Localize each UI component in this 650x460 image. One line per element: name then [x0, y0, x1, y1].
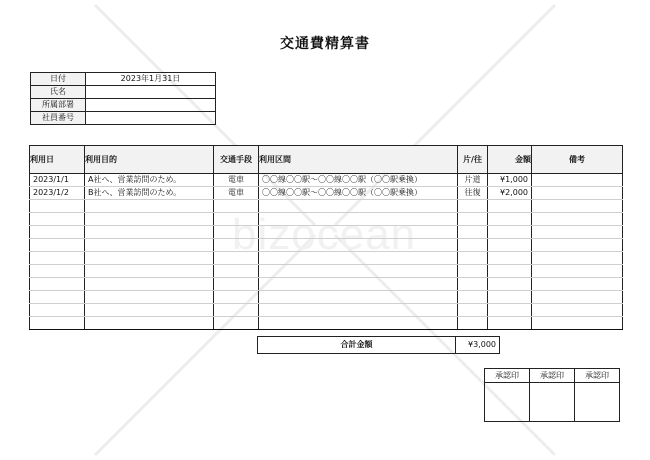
cell-note[interactable] [532, 252, 623, 265]
cell-purpose[interactable]: B社へ、営業訪問のため。 [85, 187, 214, 200]
table-row [30, 278, 623, 291]
cell-means[interactable] [214, 252, 259, 265]
cell-amount[interactable]: ¥2,000 [488, 187, 532, 200]
cell-amount[interactable] [488, 304, 532, 317]
table-row [30, 239, 623, 252]
cell-amount[interactable] [488, 226, 532, 239]
info-value[interactable] [86, 86, 216, 99]
cell-section[interactable] [259, 252, 458, 265]
cell-amount[interactable]: ¥1,000 [488, 174, 532, 187]
cell-means[interactable] [214, 278, 259, 291]
info-label: 日付 [31, 73, 86, 86]
table-row [30, 304, 623, 317]
info-row-department [31, 99, 216, 112]
cell-direction[interactable] [458, 239, 488, 252]
header-amount: 金額 [488, 146, 532, 174]
table-row [30, 200, 623, 213]
cell-means[interactable]: 電車 [214, 187, 259, 200]
cell-means[interactable] [214, 317, 259, 330]
cell-means[interactable] [214, 304, 259, 317]
approval-stamp-row [485, 383, 620, 422]
header-direction: 片/往 [458, 146, 488, 174]
cell-means[interactable] [214, 213, 259, 226]
cell-section[interactable] [259, 213, 458, 226]
header-date: 利用日 [30, 146, 85, 174]
table-row [30, 187, 623, 200]
header-purpose: 利用目的 [85, 146, 214, 174]
cell-section[interactable] [259, 291, 458, 304]
cell-section[interactable] [259, 304, 458, 317]
cell-amount[interactable] [488, 265, 532, 278]
cell-section[interactable] [259, 265, 458, 278]
cell-purpose[interactable] [85, 213, 214, 226]
applicant-info-table [30, 72, 216, 125]
table-row [30, 291, 623, 304]
info-label: 所属部署 [31, 99, 86, 112]
cell-means[interactable]: 電車 [214, 174, 259, 187]
approval-stamp-box[interactable] [575, 383, 620, 422]
cell-note[interactable] [532, 213, 623, 226]
cell-direction[interactable] [458, 304, 488, 317]
cell-direction[interactable] [458, 265, 488, 278]
cell-means[interactable] [214, 200, 259, 213]
cell-note[interactable] [532, 278, 623, 291]
approval-header: 承認印 [530, 369, 575, 383]
header-section: 利用区間 [259, 146, 458, 174]
cell-section[interactable] [259, 226, 458, 239]
cell-amount[interactable] [488, 317, 532, 330]
cell-purpose[interactable] [85, 252, 214, 265]
cell-means[interactable] [214, 265, 259, 278]
cell-note[interactable] [532, 291, 623, 304]
cell-amount[interactable] [488, 213, 532, 226]
cell-amount[interactable] [488, 200, 532, 213]
cell-section[interactable] [259, 317, 458, 330]
expense-header-row [30, 146, 623, 174]
cell-purpose[interactable] [85, 317, 214, 330]
info-row-employee-number [31, 112, 216, 125]
cell-means[interactable] [214, 239, 259, 252]
cell-date[interactable] [30, 200, 85, 213]
cell-date[interactable] [30, 226, 85, 239]
total-label: 合計金額 [258, 337, 456, 354]
cell-means[interactable] [214, 226, 259, 239]
total-row [258, 337, 500, 354]
cell-date[interactable] [30, 265, 85, 278]
table-row [30, 226, 623, 239]
cell-direction[interactable] [458, 252, 488, 265]
cell-direction[interactable]: 往復 [458, 187, 488, 200]
cell-date[interactable]: 2023/1/2 [30, 187, 85, 200]
cell-purpose[interactable] [85, 278, 214, 291]
info-label: 氏名 [31, 86, 86, 99]
cell-date[interactable] [30, 252, 85, 265]
cell-purpose[interactable] [85, 304, 214, 317]
total-table [257, 336, 500, 354]
cell-direction[interactable] [458, 226, 488, 239]
cell-purpose[interactable] [85, 239, 214, 252]
cell-date[interactable] [30, 213, 85, 226]
table-row [30, 213, 623, 226]
table-row [30, 317, 623, 330]
approval-table [484, 368, 620, 422]
header-note: 備考 [532, 146, 623, 174]
expense-body [30, 174, 623, 330]
document-title: 交通費精算書 [280, 36, 370, 52]
header-means: 交通手段 [214, 146, 259, 174]
cell-note[interactable] [532, 265, 623, 278]
cell-note[interactable] [532, 304, 623, 317]
cell-note[interactable] [532, 239, 623, 252]
info-value[interactable]: 2023年1月31日 [86, 73, 216, 86]
info-row-date [31, 73, 216, 86]
cell-note[interactable] [532, 226, 623, 239]
cell-direction[interactable] [458, 278, 488, 291]
cell-purpose[interactable] [85, 291, 214, 304]
cell-amount[interactable] [488, 239, 532, 252]
cell-date[interactable] [30, 317, 85, 330]
cell-section[interactable] [259, 200, 458, 213]
cell-purpose[interactable]: A社へ、営業訪問のため。 [85, 174, 214, 187]
cell-section[interactable] [259, 278, 458, 291]
info-value[interactable] [86, 112, 216, 125]
table-row [30, 174, 623, 187]
cell-purpose[interactable] [85, 226, 214, 239]
cell-date[interactable]: 2023/1/1 [30, 174, 85, 187]
approval-stamp-box[interactable] [485, 383, 530, 422]
cell-amount[interactable] [488, 278, 532, 291]
approval-header-row [485, 369, 620, 383]
cell-date[interactable] [30, 291, 85, 304]
cell-section[interactable]: 〇〇線〇〇駅〜〇〇線〇〇駅（〇〇駅乗換） [259, 187, 458, 200]
cell-direction[interactable] [458, 317, 488, 330]
cell-note[interactable] [532, 187, 623, 200]
total-value: ¥3,000 [456, 337, 500, 354]
approval-header: 承認印 [575, 369, 620, 383]
info-value[interactable] [86, 99, 216, 112]
cell-purpose[interactable] [85, 200, 214, 213]
cell-direction[interactable] [458, 213, 488, 226]
cell-section[interactable] [259, 239, 458, 252]
table-row [30, 265, 623, 278]
watermark-logo: bizocean [232, 210, 417, 259]
info-row-name [31, 86, 216, 99]
cell-date[interactable] [30, 304, 85, 317]
cell-date[interactable] [30, 239, 85, 252]
info-label: 社員番号 [31, 112, 86, 125]
cell-note[interactable] [532, 317, 623, 330]
cell-purpose[interactable] [85, 265, 214, 278]
approval-stamp-box[interactable] [530, 383, 575, 422]
cell-direction[interactable]: 片道 [458, 174, 488, 187]
cell-date[interactable] [30, 278, 85, 291]
cell-direction[interactable] [458, 200, 488, 213]
expense-table [29, 145, 623, 330]
cell-amount[interactable] [488, 252, 532, 265]
cell-note[interactable] [532, 200, 623, 213]
cell-section[interactable]: 〇〇線〇〇駅〜〇〇線〇〇駅（〇〇駅乗換） [259, 174, 458, 187]
cell-direction[interactable] [458, 291, 488, 304]
approval-header: 承認印 [485, 369, 530, 383]
table-row [30, 252, 623, 265]
cell-amount[interactable] [488, 291, 532, 304]
cell-note[interactable] [532, 174, 623, 187]
cell-means[interactable] [214, 291, 259, 304]
